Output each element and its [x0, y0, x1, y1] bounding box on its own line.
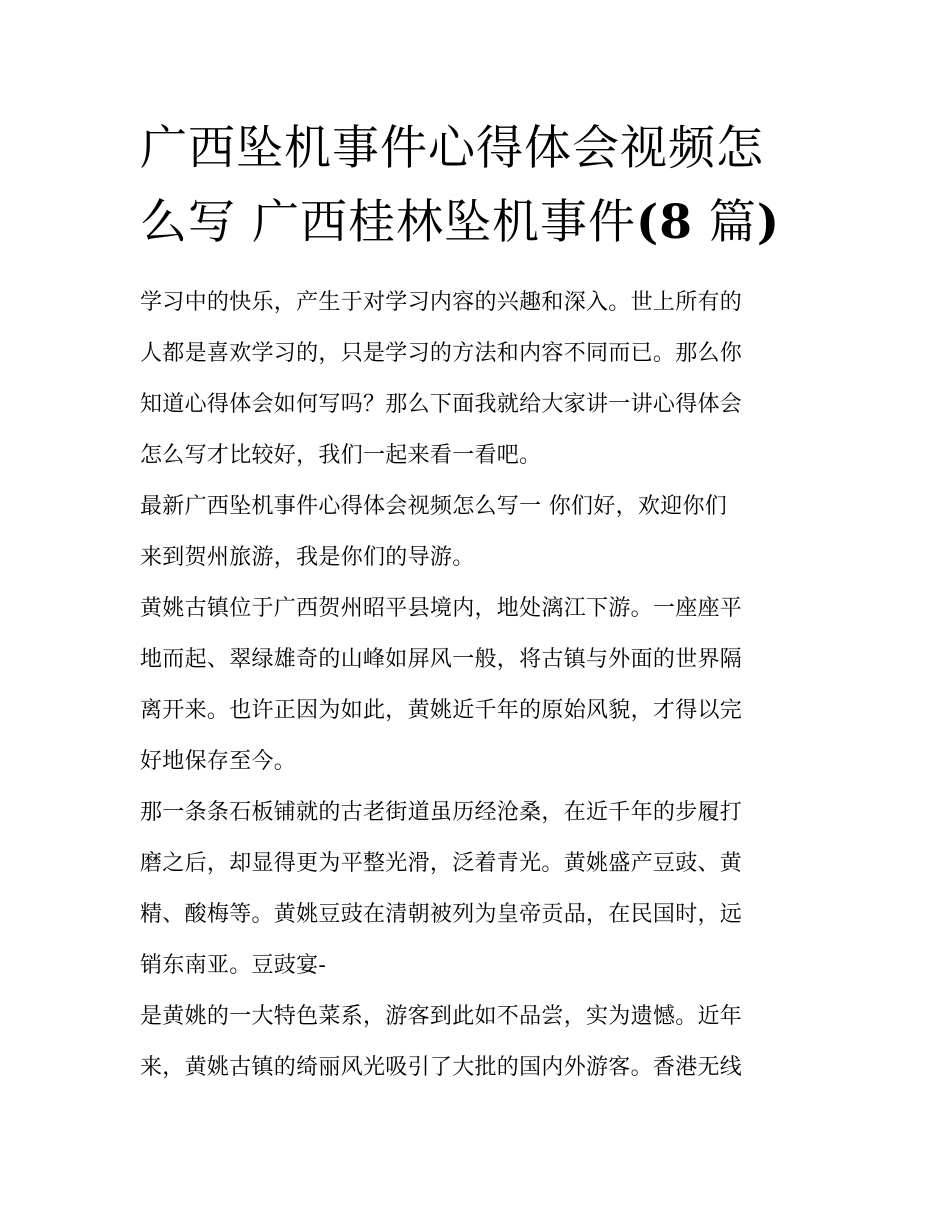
body-line: 离开来。也许正因为如此，黄姚近千年的原始风貌，才得以完 — [140, 698, 743, 723]
body-line: 精、酸梅等。黄姚豆豉在清朝被列为皇帝贡品，在民国时，远 — [140, 902, 743, 927]
body-line: 来，黄姚古镇的绮丽风光吸引了大批的国内外游客。香港无线 — [140, 1055, 743, 1080]
title-count-unit: 篇 — [692, 195, 757, 250]
body-line: 地而起、翠绿雄奇的山峰如屏风一般，将古镇与外面的世界隔 — [140, 647, 743, 672]
body-line: 黄姚古镇位于广西贺州昭平县境内，地处漓江下游。一座座平 — [140, 596, 743, 621]
title-line-1: 广西坠机事件心得体会视频怎 — [140, 121, 764, 176]
title-count-close: ) — [756, 195, 781, 250]
body-line: 来到贺州旅游，我是你们的导游。 — [140, 545, 475, 570]
document-title — [140, 112, 820, 260]
body-line: 学习中的快乐，产生于对学习内容的兴趣和深入。世上所有的 — [140, 290, 743, 315]
body-line: 人都是喜欢学习的，只是学习的方法和内容不同而已。那么你 — [140, 341, 743, 366]
title-count-open: (8 — [635, 195, 693, 250]
body-line: 怎么写才比较好，我们一起来看一看吧。 — [140, 443, 542, 468]
body-line: 磨之后，却显得更为平整光滑，泛着青光。黄姚盛产豆豉、黄 — [140, 851, 743, 876]
document-body — [140, 278, 820, 1094]
title-line-2-text: 么写 广西桂林坠机事件 — [140, 195, 636, 250]
body-line: 好地保存至今。 — [140, 749, 297, 774]
title-line-2 — [140, 195, 780, 250]
body-line: 销东南亚。豆豉宴- — [140, 953, 327, 978]
body-line: 是黄姚的一大特色菜系，游客到此如不品尝，实为遗憾。近年 — [140, 1004, 743, 1029]
body-line: 那一条条石板铺就的古老街道虽历经沧桑，在近千年的步履打 — [140, 800, 743, 825]
body-line: 知道心得体会如何写吗？那么下面我就给大家讲一讲心得体会 — [140, 392, 743, 417]
body-line: 最新广西坠机事件心得体会视频怎么写一 你们好，欢迎你们 — [140, 494, 728, 519]
